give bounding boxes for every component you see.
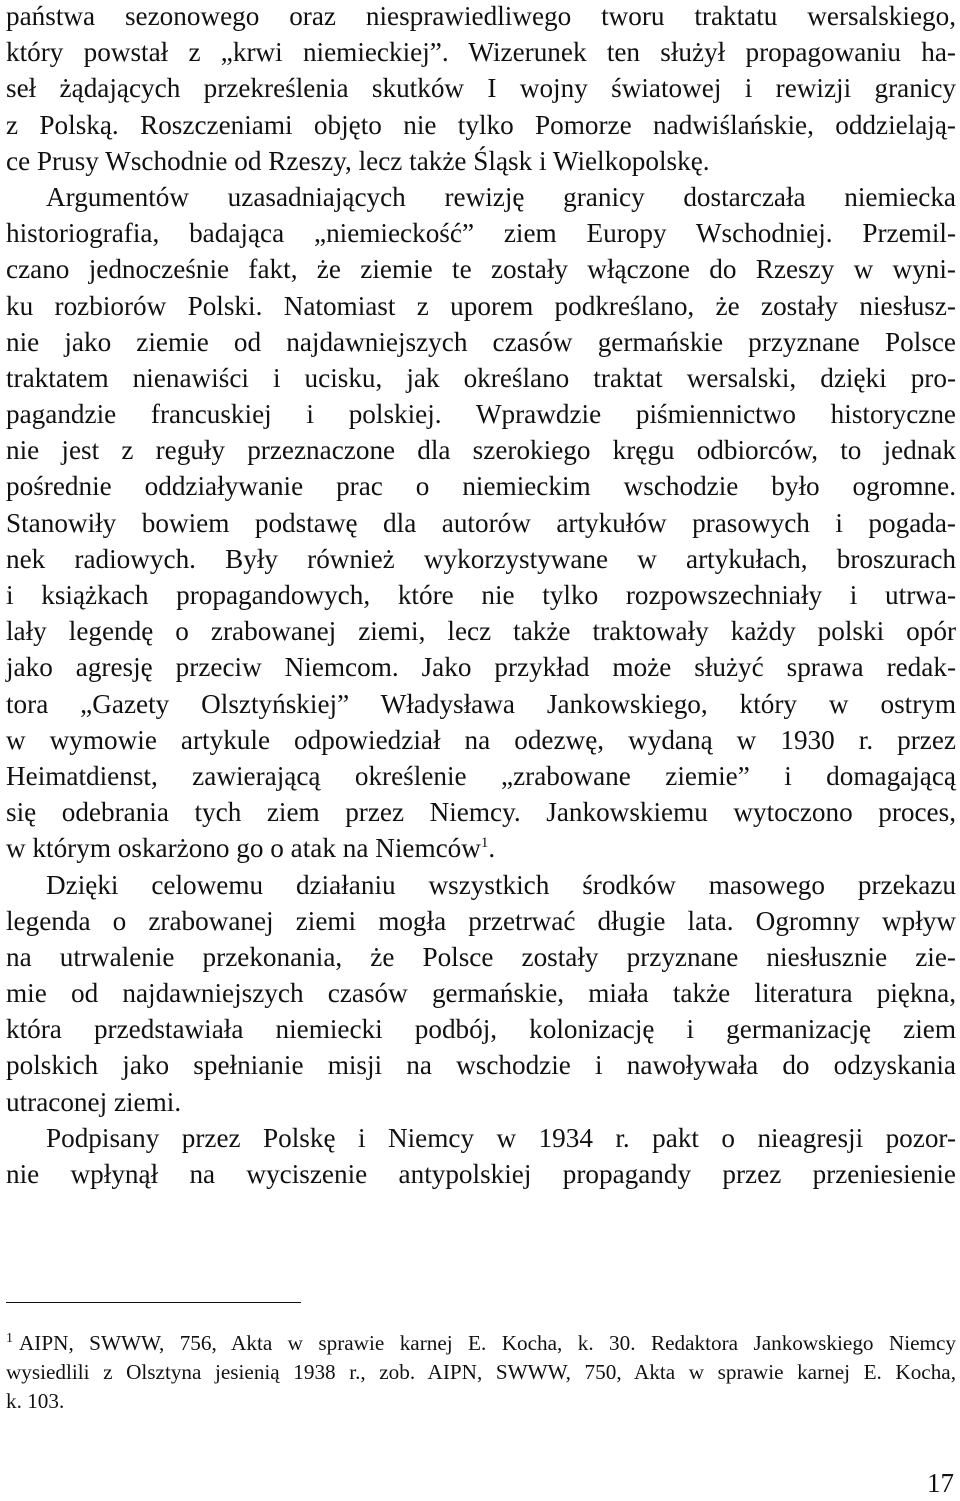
text-line: Dzięki celowemu działaniu wszystkich środków masowego przekazu	[46, 869, 956, 900]
page-number: 17	[927, 1468, 954, 1498]
text-line: Stanowiły bowiem podstawę dla autorów artykułów prasowych i pogada-	[6, 507, 956, 538]
text-line: który powstał z „krwi niemieckiej”. Wizerunek ten służył propagowaniu ha-	[6, 37, 956, 68]
text-line: się odebrania tych ziem przez Niemcy. Jankowskiemu wytoczono proces,	[6, 797, 956, 828]
text-line: ce Prusy Wschodnie od Rzeszy, lecz także Śląsk i Wielkopolskę.	[6, 145, 710, 176]
text-line: pośrednie oddziaływanie prac o niemieckim wschodzie było ogromne.	[6, 471, 956, 502]
text-line: nek radiowych. Były również wykorzystywane w artykułach, broszurach	[6, 543, 956, 574]
paragraph-2	[6, 181, 956, 869]
text-line: i książkach propagandowych, które nie tylko rozpowszechniały i utrwa-	[6, 580, 956, 610]
text-line: jako agresję przeciw Niemcom. Jako przykład może służyć sprawa redak-	[6, 652, 956, 683]
footnote-line: k. 103.	[6, 1389, 65, 1413]
text-line: legenda o zrabowanej ziemi mogła przetrwać długie lata. Ogromny wpływ	[6, 905, 956, 936]
paragraph-1	[6, 0, 956, 181]
text-line: na utrwalenie przekonania, że Polsce zostały przyznane niesłusznie zie-	[6, 941, 956, 972]
footnote-reference[interactable]: 1	[480, 835, 489, 852]
paragraph-3	[6, 869, 956, 1122]
text-line: czano jednocześnie fakt, że ziemie te zostały włączone do Rzeszy w wyni-	[6, 254, 956, 285]
footnote-marker: 1	[6, 1331, 13, 1346]
sentence-end: .	[488, 833, 496, 864]
text-line: mie od najdawniejszych czasów germańskie, miała także literatura piękna,	[6, 978, 956, 1009]
text-line-content: w którym oskarżono go o atak na Niemców	[6, 833, 481, 864]
text-line: seł żądających przekreślenia skutków I wojny światowej i rewizji granicy	[6, 73, 956, 104]
text-line: tora „Gazety Olsztyńskiej” Władysława Jankowskiego, który w ostrym	[6, 688, 956, 719]
text-line: pagandzie francuskiej i polskiej. Wprawdzie piśmiennictwo historyczne	[6, 399, 956, 430]
text-line: utraconej ziemi.	[6, 1086, 182, 1117]
text-line: państwa sezonowego oraz niesprawiedliwego tworu traktatu wersalskiego,	[6, 1, 956, 31]
text-line: traktatem nienawiści i ucisku, jak określano traktat wersalski, dzięki pro-	[6, 362, 956, 393]
text-line: z Polską. Roszczeniami objęto nie tylko Pomorze nadwiślańskie, oddzielają-	[6, 109, 956, 140]
footnote	[6, 1330, 956, 1417]
text-line: która przedstawiała niemiecki podbój, kolonizację i germanizację ziem	[6, 1014, 956, 1045]
text-line: Argumentów uzasadniających rewizję granicy dostarczała niemiecka	[46, 181, 956, 212]
main-text	[6, 0, 956, 1194]
paragraph-4	[6, 1122, 956, 1194]
text-line: polskich jako spełnianie misji na wschodzie i nawoływała do odzyskania	[6, 1050, 956, 1081]
text-line: nie jako ziemie od najdawniejszych czasów germańskie przyznane Polsce	[6, 326, 956, 357]
text-line: Heimatdienst, zawierającą określenie „zrabowane ziemie” i domagającą	[6, 760, 956, 791]
text-line: w wymowie artykule odpowiedział na odezwę, wydaną w 1930 r. przez	[6, 724, 956, 755]
text-line: lały legendę o zrabowanej ziemi, lecz także traktowały każdy polski opór	[6, 616, 956, 647]
text-line: Podpisany przez Polskę i Niemcy w 1934 r. pakt o nieagresji pozor-	[46, 1122, 956, 1153]
footnote-line	[6, 1330, 956, 1359]
text-line: historiografia, badająca „niemieckość” ziem Europy Wschodniej. Przemil-	[6, 218, 956, 249]
footnote-text: AIPN, SWWW, 756, Akta w sprawie karnej E. Kocha, k. 30. Redaktora Jankowskiego Niemcy	[19, 1331, 956, 1355]
footnote-separator	[6, 1302, 301, 1303]
footnote-line: wysiedlili z Olsztyna jesienią 1938 r., zob. AIPN, SWWW, 750, Akta w sprawie karnej E. Kocha,	[6, 1360, 956, 1384]
text-line: nie jest z reguły przeznaczone dla szerokiego kręgu odbiorców, to jednak	[6, 435, 956, 466]
text-line: ku rozbiorów Polski. Natomiast z uporem podkreślano, że zostały niesłusz-	[6, 290, 956, 321]
text-line	[6, 832, 956, 868]
text-line: nie wpłynął na wyciszenie antypolskiej propagandy przez przeniesienie	[6, 1159, 956, 1189]
